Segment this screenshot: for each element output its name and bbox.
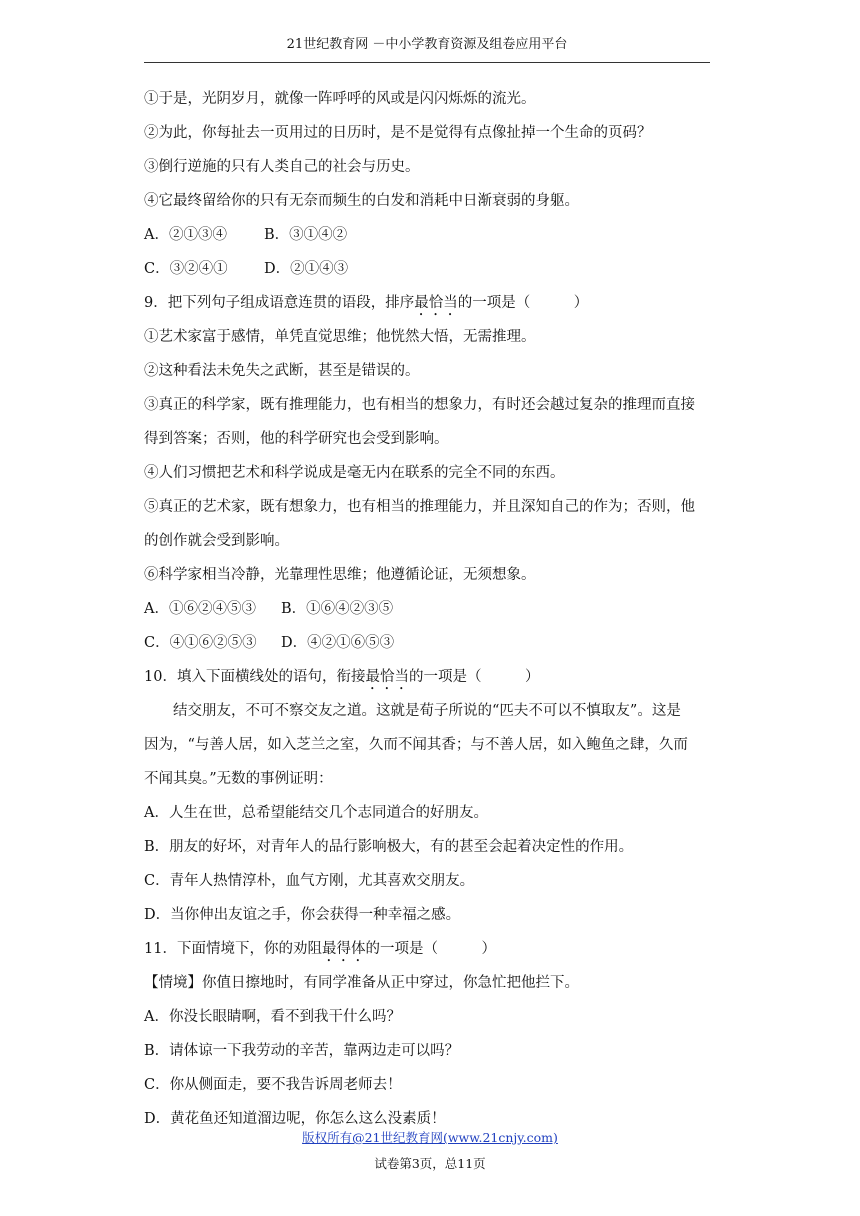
q8-sentence-3: ③倒行逆施的只有人类自己的社会与历史。: [144, 159, 420, 175]
q8-options-ab: [144, 222, 718, 256]
q9-sentence-3b: 得到答案；否则，他的科学研究也会受到影响。: [144, 431, 449, 447]
q10-option-b[interactable]: B．朋友的好坏，对青年人的品行影响极大，有的甚至会起着决定性的作用。: [144, 839, 634, 855]
q9-options-ab: [144, 596, 718, 630]
q8-sentence-2: ②为此，你每扯去一页用过的日历时，是不是觉得有点像扯掉一个生命的页码？: [144, 125, 652, 141]
copyright-link[interactable]: 版权所有@21世纪教育网(www.21cnjy.com): [302, 1130, 558, 1145]
q9-option-a[interactable]: A．①⑥②④⑤③: [144, 601, 256, 617]
q10-option-a[interactable]: A．人生在世，总希望能结交几个志同道合的好朋友。: [144, 805, 488, 821]
q9-stem-emphasis: 最恰当: [414, 295, 458, 311]
page-number: 试卷第3页，总11页: [374, 1156, 486, 1171]
q11-option-a[interactable]: A．你没长眼睛啊，看不到我干什么吗？: [144, 1009, 401, 1025]
q9-option-d[interactable]: D．④②①⑥⑤③: [281, 635, 395, 651]
q9-sentence-5a: ⑤真正的艺术家，既有想象力，也有相当的推理能力，并且深知自己的作为；否则，他: [144, 499, 695, 515]
q9-sentence-2: ②这种看法未免失之武断，甚至是错误的。: [144, 363, 420, 379]
q9-option-c[interactable]: C．④①⑥②⑤③: [144, 635, 257, 651]
q10-passage-line-2: 因为，“与善人居，如入芝兰之室，久而不闻其香；与不善人居，如入鲍鱼之肆，久而: [144, 737, 688, 753]
q11-stem-post: 的一项是（ ）: [365, 941, 496, 957]
q11-stem-pre: 11．下面情境下，你的劝阻: [144, 941, 322, 957]
q9-options-cd: [144, 630, 718, 664]
q8-option-b[interactable]: B．③①④②: [264, 227, 348, 243]
q10-stem-emphasis: 最恰当: [365, 669, 409, 685]
q9-option-b[interactable]: B．①⑥④②③⑤: [281, 601, 394, 617]
q8-option-a[interactable]: A．②①③④: [144, 227, 227, 243]
q11-option-b[interactable]: B．请体谅一下我劳动的辛苦，靠两边走可以吗？: [144, 1043, 460, 1059]
q10-option-c[interactable]: C．青年人热情淳朴，血气方刚，尤其喜欢交朋友。: [144, 873, 475, 889]
q9-sentence-5b: 的创作就会受到影响。: [144, 533, 289, 549]
q11-context: 【情境】你值日擦地时，有同学准备从正中穿过，你急忙把他拦下。: [144, 975, 579, 991]
q9-stem: [144, 290, 718, 324]
q9-sentence-4: ④人们习惯把艺术和科学说成是毫无内在联系的完全不同的东西。: [144, 465, 565, 481]
exam-content: [144, 86, 718, 1140]
q11-stem-emphasis: 最得体: [321, 941, 366, 957]
q10-passage-line-1: 结交朋友，不可不察交友之道。这就是荀子所说的“匹夫不可以不慎取友”。这是: [173, 703, 681, 719]
q8-option-c[interactable]: C．③②④①: [144, 261, 228, 277]
q10-passage-line-3: 不闻其臭。”无数的事例证明：: [144, 771, 333, 787]
q8-options-cd: [144, 256, 718, 290]
q11-stem: [144, 936, 718, 970]
q10-stem: [144, 664, 718, 698]
q10-stem-post: 的一项是（ ）: [408, 669, 540, 685]
q11-option-c[interactable]: C．你从侧面走，要不我告诉周老师去！: [144, 1077, 402, 1093]
header-title: 21世纪教育网 －中小学教育资源及组卷应用平台: [286, 37, 568, 52]
q8-sentence-4: ④它最终留给你的只有无奈而频生的白发和消耗中日渐衰弱的身躯。: [144, 193, 579, 209]
q9-stem-post: 的一项是（ ）: [457, 295, 589, 311]
q8-option-d[interactable]: D．②①④③: [264, 261, 349, 277]
q9-sentence-1: ①艺术家富于感情，单凭直觉思维；他恍然大悟，无需推理。: [144, 329, 536, 345]
q10-option-d[interactable]: D．当你伸出友谊之手，你会获得一种幸福之感。: [144, 907, 461, 923]
page-header: [144, 36, 710, 63]
q9-stem-pre: 9．把下列句子组成语意连贯的语段，排序: [144, 295, 415, 311]
q10-stem-pre: 10．填入下面横线处的语句，衔接: [144, 669, 366, 685]
q11-option-d[interactable]: D．黄花鱼还知道溜边呢，你怎么这么没素质！: [144, 1111, 446, 1127]
q9-sentence-3a: ③真正的科学家，既有推理能力，也有相当的想象力，有时还会越过复杂的推理而直接: [144, 397, 695, 413]
q9-sentence-6: ⑥科学家相当冷静，光靠理性思维；他遵循论证，无须想象。: [144, 567, 536, 583]
q8-sentence-1: ①于是，光阴岁月，就像一阵呼呼的风或是闪闪烁烁的流光。: [144, 91, 536, 107]
